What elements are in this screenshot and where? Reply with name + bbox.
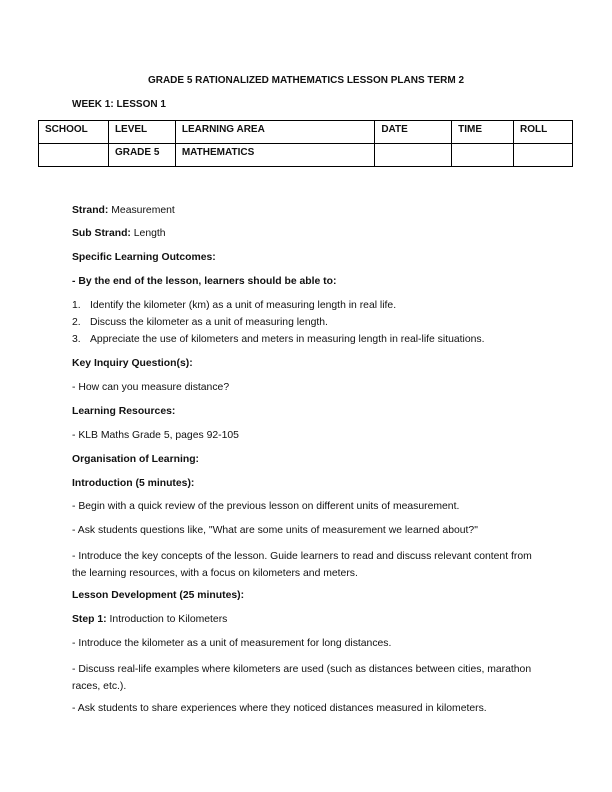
- cell-school: [39, 144, 109, 167]
- step-1-point: - Introduce the kilometer as a unit of measurement for long distances.: [72, 638, 392, 649]
- slo-heading: Specific Learning Outcomes:: [72, 252, 216, 263]
- step-1-label: Step 1:: [72, 614, 107, 625]
- outcome-item: [72, 299, 396, 312]
- outcome-number: 2.: [72, 317, 81, 328]
- outcome-text: Discuss the kilometer as a unit of measuring length.: [90, 317, 328, 328]
- cell-level: GRADE 5: [108, 144, 175, 167]
- organisation-heading: Organisation of Learning:: [72, 454, 200, 465]
- header-date: DATE: [375, 121, 452, 144]
- sub-strand-label: Sub Strand:: [72, 228, 131, 239]
- table-header-row: [39, 121, 573, 144]
- strand: [72, 204, 175, 217]
- lesson-info-table: [38, 120, 573, 167]
- document-title: GRADE 5 RATIONALIZED MATHEMATICS LESSON PLANS TERM 2: [147, 75, 465, 86]
- outcome-item: [72, 333, 484, 346]
- sub-strand: [72, 227, 166, 240]
- header-learning-area: LEARNING AREA: [175, 121, 374, 144]
- resources-text: - KLB Maths Grade 5, pages 92-105: [72, 430, 239, 441]
- cell-date: [375, 144, 452, 167]
- intro-point: - Ask students questions like, "What are some units of measurement we learned about?": [72, 525, 478, 536]
- kiq-heading: Key Inquiry Question(s):: [72, 358, 193, 369]
- intro-point: - Begin with a quick review of the previous lesson on different units of measurement.: [72, 501, 460, 512]
- outcome-number: 3.: [72, 334, 81, 345]
- table-row: [39, 144, 573, 167]
- outcome-number: 1.: [72, 300, 81, 311]
- outcome-text: Appreciate the use of kilometers and meters in measuring length in real-life situations.: [90, 334, 485, 345]
- step-1-point: - Ask students to share experiences where they noticed distances measured in kilometers.: [72, 703, 487, 714]
- lesson-development-heading: Lesson Development (25 minutes):: [72, 590, 245, 601]
- strand-label: Strand:: [72, 205, 109, 216]
- step-1: [72, 613, 227, 626]
- week-lesson-heading: WEEK 1: LESSON 1: [72, 99, 166, 110]
- resources-heading: Learning Resources:: [72, 406, 176, 417]
- header-school: SCHOOL: [39, 121, 109, 144]
- strand-value: Measurement: [108, 205, 175, 216]
- step-1-title: Introduction to Kilometers: [106, 614, 228, 625]
- header-roll: ROLL: [514, 121, 573, 144]
- cell-time: [452, 144, 514, 167]
- introduction-heading: Introduction (5 minutes):: [72, 478, 195, 489]
- step-1-point: - Discuss real-life examples where kilometers are used (such as distances between cities, marathon races, etc.).: [72, 664, 532, 692]
- intro-point: - Introduce the key concepts of the lesson. Guide learners to read and discuss relevant content from the learning resources, with a focus on kilometers and meters.: [72, 551, 532, 579]
- cell-learning-area: MATHEMATICS: [175, 144, 374, 167]
- slo-intro: - By the end of the lesson, learners should be able to:: [72, 276, 337, 287]
- cell-roll: [514, 144, 573, 167]
- sub-strand-value: Length: [130, 228, 166, 239]
- kiq-text: - How can you measure distance?: [72, 382, 230, 393]
- outcome-item: [72, 316, 328, 329]
- header-level: LEVEL: [108, 121, 175, 144]
- header-time: TIME: [452, 121, 514, 144]
- outcome-text: Identify the kilometer (km) as a unit of measuring length in real life.: [90, 300, 397, 311]
